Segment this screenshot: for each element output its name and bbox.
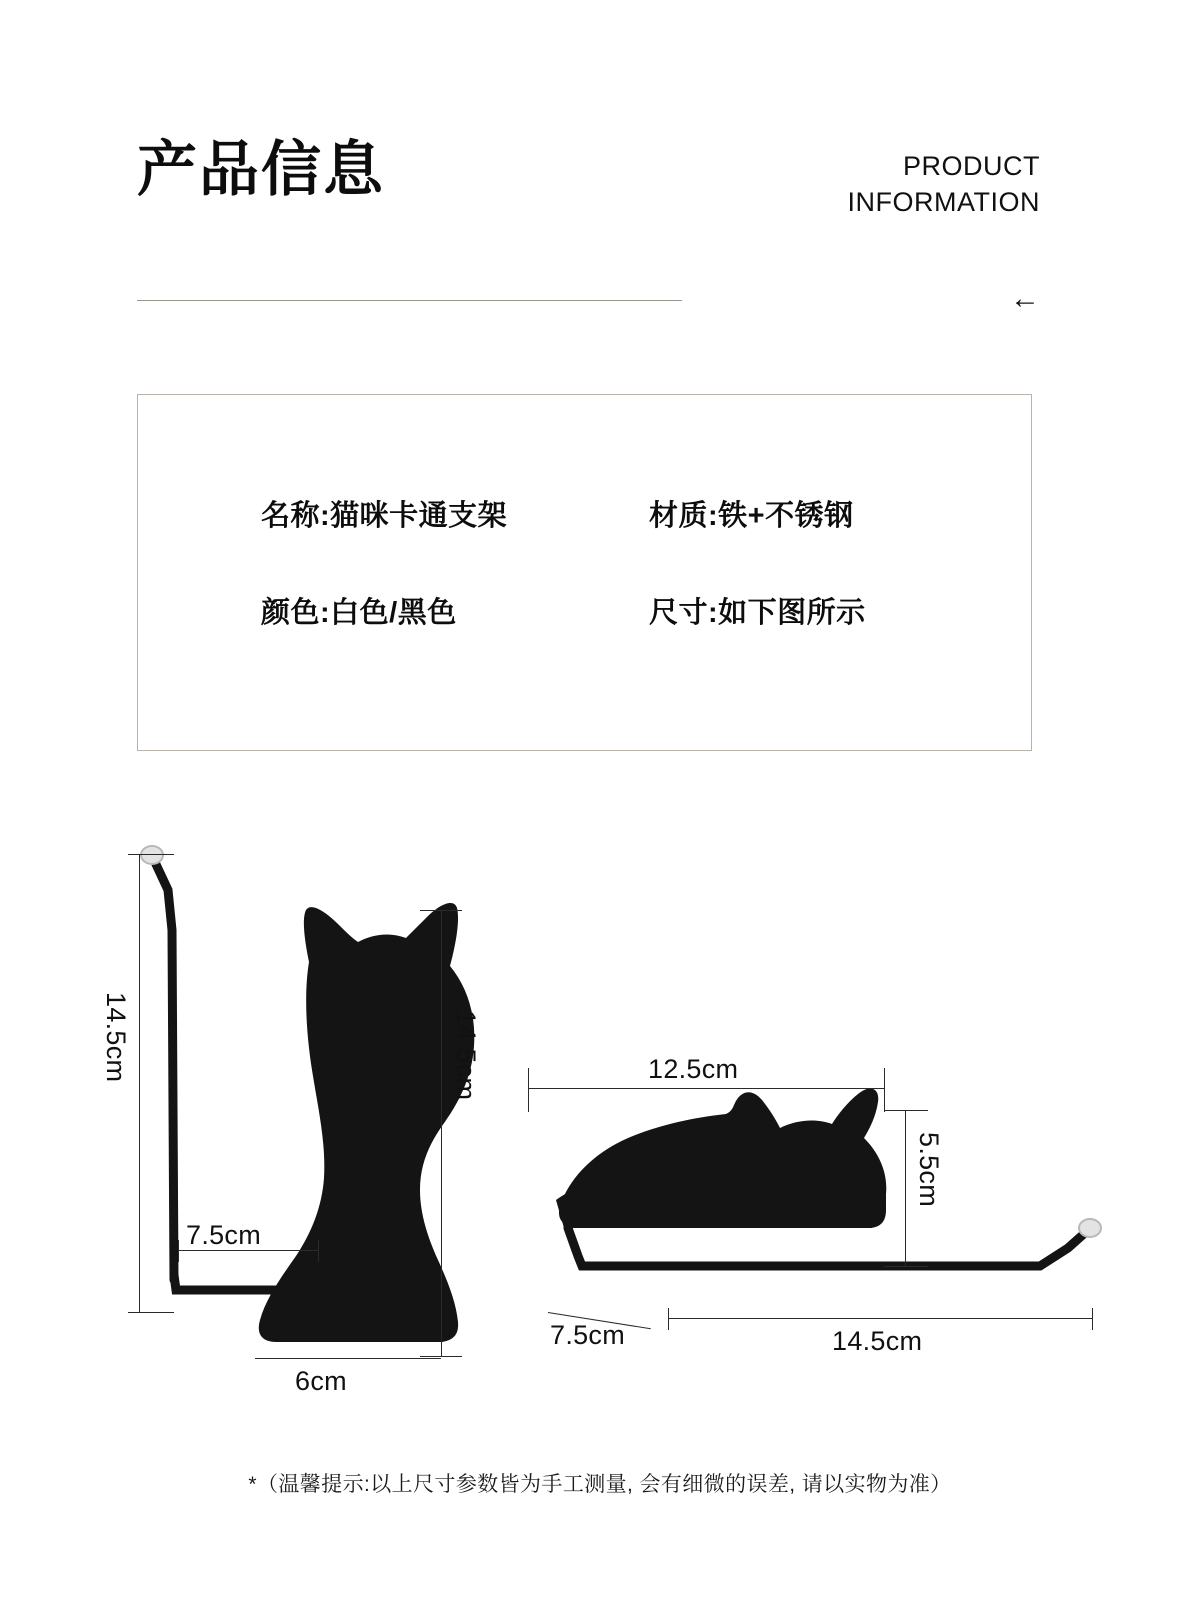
product-info-grid xyxy=(261,493,961,687)
dim-label-right-height: 5.5cm xyxy=(914,1132,944,1208)
dim-tick xyxy=(1092,1308,1093,1330)
dim-line-vertical xyxy=(441,910,442,1356)
dim-tick xyxy=(128,854,174,855)
dim-tick xyxy=(528,1068,529,1112)
lying-cat-bracket-illustration xyxy=(520,1070,1140,1430)
page-header xyxy=(0,0,1200,315)
page-title-english-line1: PRODUCT xyxy=(903,151,1040,181)
dim-tick xyxy=(420,1356,462,1357)
product-info-row xyxy=(261,493,961,534)
product-info-box xyxy=(137,394,1032,751)
product-material-field: 材质:铁+不锈钢 xyxy=(649,500,854,532)
dim-tick xyxy=(884,1266,928,1267)
cat-silhouette-lying xyxy=(556,1088,886,1228)
dim-tick xyxy=(178,1240,179,1262)
dim-label-right-width: 12.5cm xyxy=(648,1054,739,1084)
arrow-left-icon: ← xyxy=(1010,282,1040,315)
dim-line-horizontal xyxy=(668,1318,1092,1319)
page-title: 产品信息 xyxy=(137,136,385,203)
dim-label-cat-height: 14.5cm xyxy=(451,1010,481,1101)
dim-tick xyxy=(318,1240,319,1262)
dim-line-horizontal xyxy=(528,1088,884,1089)
dim-line-vertical xyxy=(139,854,140,1312)
dim-line-horizontal xyxy=(255,1358,441,1359)
dim-label-left-height: 14.5cm xyxy=(101,992,131,1083)
dim-tick xyxy=(128,1312,174,1313)
product-name-field: 名称:猫咪卡通支架 xyxy=(261,500,508,532)
product-size-field: 尺寸:如下图所示 xyxy=(649,597,866,629)
footnote-text: *（温馨提示:以上尺寸参数皆为手工测量, 会有细微的误差, 请以实物为准） xyxy=(248,1473,952,1496)
dim-label-left-depth: 7.5cm xyxy=(186,1220,262,1250)
product-dimension-diagram xyxy=(0,820,1200,1440)
product-color-field: 颜色:白色/黑色 xyxy=(261,597,457,629)
dim-tick xyxy=(884,1068,885,1112)
dim-line-vertical xyxy=(905,1110,906,1266)
page-title-english-line2: INFORMATION xyxy=(847,187,1040,218)
dim-tick xyxy=(884,1110,928,1111)
header-divider xyxy=(137,300,682,301)
dim-label-left-width: 6cm xyxy=(295,1366,347,1396)
dim-label-right-depth: 7.5cm xyxy=(550,1320,626,1350)
dim-tick xyxy=(668,1308,669,1330)
product-info-row xyxy=(261,590,961,631)
dim-label-right-bar-length: 14.5cm xyxy=(832,1326,923,1356)
page-title-english xyxy=(848,148,1040,221)
